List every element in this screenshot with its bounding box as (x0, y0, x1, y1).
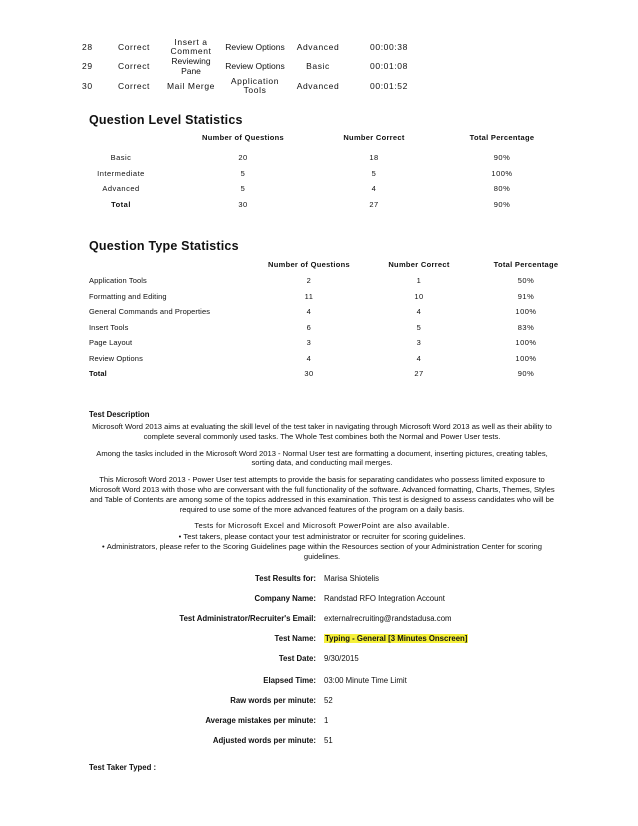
question-type-table (89, 257, 588, 382)
type-label: Insert Tools (89, 322, 129, 332)
correct-cell: 1 (416, 276, 422, 286)
correct-cell: 5 (371, 168, 377, 178)
correct-cell: 4 (371, 184, 377, 194)
correct-cell: 3 (416, 338, 422, 348)
type-label: Formatting and Editing (89, 291, 167, 301)
type-label: Total (89, 369, 107, 379)
result-row (0, 736, 638, 748)
correct-cell: 4 (416, 307, 422, 317)
guideline-list (88, 532, 556, 561)
raw-wpm: 52 (324, 696, 333, 705)
table-row (82, 56, 432, 76)
mistakes-per-minute: 1 (324, 716, 329, 725)
time-cell: 00:00:38 (370, 41, 408, 52)
questions-cell: 20 (238, 153, 248, 163)
question-results-table (82, 37, 432, 95)
level-cell: Basic (306, 61, 330, 71)
percent-cell: 100% (515, 307, 537, 317)
result-row (0, 654, 638, 666)
result-row (0, 676, 638, 688)
percent-cell: 50% (517, 276, 535, 286)
tab-cell: Review Options (225, 61, 285, 71)
test-name: Typing - General [3 Minutes Onscreen] (325, 634, 468, 643)
header-correct: Number Correct (388, 259, 450, 269)
percent-cell: 100% (515, 338, 537, 348)
percent-cell: 90% (493, 199, 511, 209)
questions-cell: 5 (240, 184, 246, 194)
skill-cell: Insert a Comment (170, 36, 212, 56)
question-number: 29 (82, 61, 93, 71)
company-name: Randstad RFO Integration Account (324, 594, 445, 603)
table-row (89, 351, 588, 367)
correct-cell: 5 (416, 322, 422, 332)
result-label: Average mistakes per minute: (205, 716, 316, 725)
table-row (60, 181, 560, 197)
test-description (88, 422, 556, 562)
table-row-total (60, 197, 560, 213)
questions-cell: 30 (304, 369, 314, 379)
time-cell: 00:01:08 (370, 61, 408, 71)
questions-cell: 4 (306, 353, 312, 363)
type-label: Application Tools (89, 276, 147, 286)
percent-cell: 90% (493, 153, 511, 163)
level-cell: Advanced (296, 80, 340, 91)
result-row (0, 696, 638, 708)
table-row (89, 320, 588, 336)
elapsed-time: 03:00 Minute Time Limit (324, 676, 407, 685)
header-correct: Number Correct (343, 132, 405, 142)
correct-cell: 27 (414, 369, 424, 379)
tab-cell: Review Options (225, 41, 285, 52)
admin-email: externalrecruiting@randstadusa.com (324, 614, 452, 623)
percent-cell: 100% (491, 168, 513, 178)
description-paragraph: This Microsoft Word 2013 - Power User test attempts to provide the basis for separating candidates who possess limited exposure to Microsoft Word 2013 with those who are conversant with the full functionality of the software. Advanced formatting, Charts, Themes, Styles and Table of Contents are among some of the topics addressed in this examination. This test is designed to assess candidates who will be required to use some of the more advanced features of the program on a daily basis. (89, 475, 555, 514)
correct-cell: 27 (369, 199, 379, 209)
result-cell: Correct (117, 61, 151, 71)
result-row (0, 716, 638, 728)
table-row (89, 335, 588, 351)
table-row (89, 304, 588, 320)
question-number: 30 (82, 80, 93, 91)
percent-cell: 91% (517, 291, 535, 301)
table-row (82, 37, 432, 56)
result-label: Raw words per minute: (230, 696, 316, 705)
result-label: Test Results for: (255, 574, 316, 583)
header-questions: Number of Questions (202, 132, 284, 142)
bullet-icon: • (178, 532, 184, 542)
test-date: 9/30/2015 (324, 654, 359, 663)
table-header-row (60, 130, 560, 144)
list-item: • Administrators, please refer to the Scoring Guidelines page within the Resources section of your Administration Center for scoring guidelines. (102, 541, 542, 561)
list-item: • Test takers, please contact your test administrator or recruiter for scoring guidelines. (178, 532, 466, 542)
header-percentage: Total Percentage (493, 259, 559, 269)
result-label: Elapsed Time: (263, 676, 316, 685)
question-type-title: Question Type Statistics (89, 239, 239, 253)
header-percentage: Total Percentage (469, 132, 535, 142)
table-row (89, 289, 588, 305)
correct-cell: 4 (416, 353, 422, 363)
skill-cell: Mail Merge (166, 80, 216, 91)
result-row (0, 614, 638, 626)
result-label: Test Date: (278, 654, 316, 663)
table-row (60, 166, 560, 182)
level-label: Intermediate (97, 168, 145, 178)
table-header-row (89, 257, 588, 271)
result-label: Test Name: (274, 634, 316, 643)
type-label: General Commands and Properties (89, 307, 211, 317)
type-label: Page Layout (89, 338, 133, 348)
questions-cell: 4 (306, 307, 312, 317)
description-paragraph: Among the tasks included in the Microsoft Word 2013 - Normal User test are formatting a document, inserting pictures, creating tables, sorting data, and conducting mail merges. (96, 448, 548, 468)
skill-cell: Reviewing Pane (171, 56, 211, 76)
table-row (89, 273, 588, 289)
questions-cell: 5 (240, 168, 246, 178)
bullet-icon: • (102, 541, 107, 551)
percent-cell: 80% (493, 184, 511, 194)
level-label: Basic (110, 153, 132, 163)
level-label: Total (111, 199, 131, 209)
question-level-title: Question Level Statistics (89, 113, 243, 127)
header-questions: Number of Questions (268, 259, 350, 269)
question-number: 28 (82, 41, 93, 52)
result-label: Company Name: (254, 594, 316, 603)
level-label: Advanced (102, 184, 140, 194)
result-row (0, 594, 638, 606)
table-row-total (89, 366, 588, 382)
table-row (60, 150, 560, 166)
correct-cell: 10 (414, 291, 424, 301)
result-label: Adjusted words per minute: (212, 736, 316, 745)
test-taker-typed-label: Test Taker Typed : (89, 763, 157, 772)
result-cell: Correct (117, 41, 151, 52)
result-row (0, 574, 638, 586)
questions-cell: 11 (304, 291, 314, 301)
question-level-table (60, 130, 560, 212)
time-cell: 00:01:52 (370, 80, 408, 91)
questions-cell: 2 (306, 276, 312, 286)
questions-cell: 30 (238, 199, 248, 209)
questions-cell: 3 (306, 338, 312, 348)
questions-cell: 6 (306, 322, 312, 332)
description-paragraph: Microsoft Word 2013 aims at evaluating the skill level of the test taker in navigating through Microsoft Word 2013 as well as their ability to complete several commonly used tasks. The Whole Test combines both the Normal and Power User tests. (92, 422, 552, 441)
description-paragraph: Tests for Microsoft Excel and Microsoft PowerPoint are also available. (194, 521, 450, 531)
type-label: Review Options (89, 353, 143, 363)
result-row (0, 634, 638, 646)
table-row (82, 76, 432, 95)
tab-cell: Application Tools (230, 75, 280, 95)
result-label: Test Administrator/Recruiter's Email: (179, 614, 316, 623)
result-cell: Correct (117, 80, 151, 91)
percent-cell: 100% (515, 353, 537, 363)
test-description-title: Test Description (89, 410, 150, 419)
test-taker-name: Marisa Shiotelis (324, 574, 380, 583)
percent-cell: 83% (517, 322, 535, 332)
percent-cell: 90% (517, 369, 535, 379)
correct-cell: 18 (369, 153, 379, 163)
adjusted-wpm: 51 (324, 736, 333, 745)
level-cell: Advanced (296, 41, 340, 52)
